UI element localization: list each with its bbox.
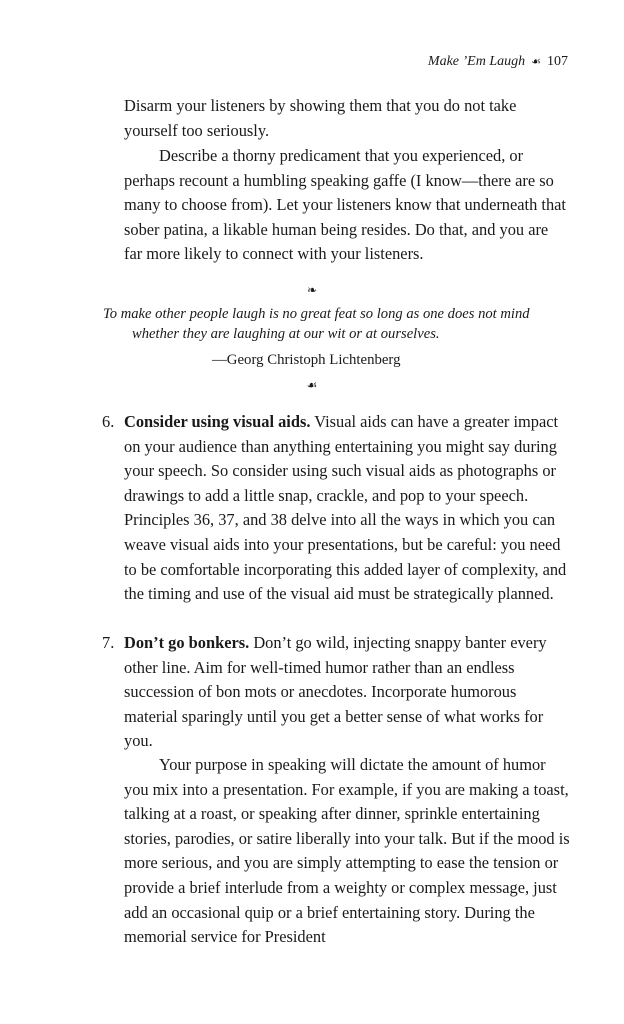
fleuron-icon: ☙ bbox=[531, 56, 541, 68]
running-title: Make ’Em Laugh bbox=[427, 54, 526, 69]
list-heading: Don’t go bonkers. bbox=[124, 633, 250, 652]
paragraph-purpose: Your purpose in speaking will dictate the amount of humor you mix into a presentation. For example, if you are making a toast, talking at a roast, or speaking after dinner, sprinkle entertaining stories, parodies, or satire liberally into your talk. But if the mood is more serious, and you are simply attempting to ease the tension or provide a brief interlude from a weighty or complex message, just add an occasional quip or a brief entertaining story. During the memorial service for President bbox=[124, 755, 570, 947]
list-item-7 bbox=[102, 631, 570, 754]
list-number: 6. bbox=[102, 412, 115, 431]
running-header bbox=[428, 54, 568, 70]
list-text: Don’t go wild, injecting snappy banter every other line. Aim for well-timed humor rather than an endless succession of bon mots or anecdotes. Incorporate humorous material sparingly until you get a better sense of what works for you. bbox=[124, 633, 547, 751]
list-number: 7. bbox=[102, 633, 115, 652]
paragraph-predicament: Describe a thorny predicament that you experienced, or perhaps recount a humbling speaking gaffe (I know—there are so many to choose from). Let your listeners know that underneath that sober patina, a likable human being resides. Do that, and you are far more likely to connect with your listeners. bbox=[124, 146, 566, 264]
page-number: 107 bbox=[547, 54, 568, 69]
list-heading: Consider using visual aids. bbox=[124, 412, 311, 431]
paragraph-disarm: Disarm your listeners by showing them that you do not take yourself too seriously. bbox=[124, 96, 517, 140]
epigraph-quote: To make other people laugh is no great feat so long as one does not mind whether they are laughing at our wit or at ourselves. bbox=[103, 306, 530, 342]
fleuron-top-icon: ❧ bbox=[306, 283, 318, 297]
list-text: Visual aids can have a greater impact on your audience than anything entertaining you might say during your speech. So consider using such visual aids as photographs or drawings to add a little snap, crackle, and pop to your speech. Principles 36, 37, and 38 delve into all the ways in which you can weave visual aids into your presentations, but be careful: you need to be comfortable incorporating this added layer of complexity, and the timing and use of the visual aid must be strategically planned. bbox=[124, 412, 567, 604]
list-item-6 bbox=[102, 410, 570, 607]
epigraph-attribution: —Georg Christoph Lichtenberg bbox=[212, 352, 401, 368]
fleuron-bottom-icon: ☙ bbox=[306, 378, 318, 392]
